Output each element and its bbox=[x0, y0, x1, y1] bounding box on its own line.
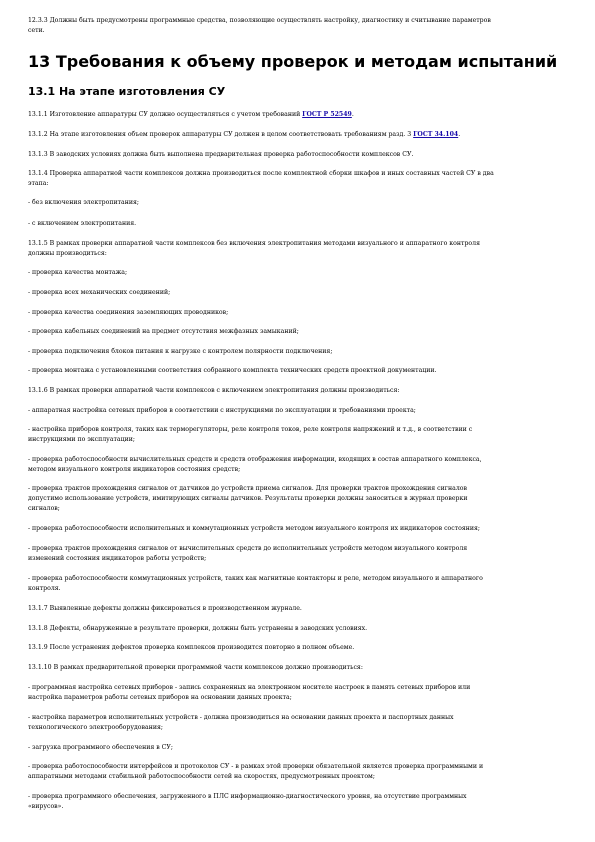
paragraph-13-1-2 bbox=[28, 130, 564, 140]
gost-34-104-link[interactable]: ГОСТ 34.104 bbox=[413, 131, 459, 138]
text-line: - настройка параметров исполнительных устройств - должна производиться на основании данных проекта и паспортных данных bbox=[28, 714, 454, 721]
text-line: должны производиться: bbox=[28, 250, 107, 257]
list-item bbox=[28, 762, 564, 782]
text-line: технологического электрооборудования; bbox=[28, 724, 163, 731]
text-line: . bbox=[351, 111, 354, 118]
list-item bbox=[28, 792, 564, 812]
text-line: аппаратными методами стабильной работоспособности сетей на скоростях, предусмотренных проектом; bbox=[28, 773, 375, 780]
text-line: этапа: bbox=[28, 180, 49, 187]
text-line: 13.1.1 Изготовление аппаратуры СУ должно осуществляться с учетом требований bbox=[28, 111, 303, 118]
text-line: - проверка работоспособности интерфейсов и протоколов СУ - в рамках этой проверки обязательной является проверка программными и bbox=[28, 763, 484, 770]
text-line: методом визуального контроля индикаторов состояния средств; bbox=[28, 466, 241, 473]
list-item bbox=[28, 425, 564, 445]
text-line: 13.1.5 В рамках проверки аппаратной части комплексов без включения электропитания методами визуального и аппаратного контроля bbox=[28, 240, 480, 247]
text-line: сигналов; bbox=[28, 505, 60, 512]
paragraph-12-3-3 bbox=[28, 16, 564, 36]
list-item bbox=[28, 544, 564, 564]
text-line: сети. bbox=[28, 27, 45, 34]
list-item: - проверка кабельных соединений на предмет отсутствия межфазных замыканий; bbox=[28, 328, 299, 335]
text-line: «вирусов». bbox=[28, 803, 64, 810]
text-line: 13.1.4 Проверка аппаратной части комплексов должна производиться после комплектной сборки шкафов и иных составных частей СУ в два bbox=[28, 170, 494, 177]
list-item: - проверка работоспособности исполнительных и коммутационных устройств методом визуального контроля их индикаторов состояния; bbox=[28, 525, 481, 532]
list-item: - загрузка программного обеспечения в СУ; bbox=[28, 744, 173, 751]
paragraph-13-1-8: 13.1.8 Дефекты, обнаруженные в результате проверки, должны быть устранены в заводских условиях. bbox=[28, 625, 368, 632]
list-item: - проверка качества соединения заземляющих проводников; bbox=[28, 309, 229, 316]
list-item bbox=[28, 484, 564, 514]
list-item bbox=[28, 455, 564, 475]
list-item: - проверка качества монтажа; bbox=[28, 269, 128, 276]
text-line: изменений состояния индикаторов работы устройств; bbox=[28, 555, 207, 562]
text-line: - проверка трактов прохождения сигналов от датчиков до устройств приема сигналов. Для проверки трактов прохождения сигналов bbox=[28, 485, 467, 492]
paragraph-13-1-6: 13.1.6 В рамках проверки аппаратной части комплексов с включением электропитания должны производиться: bbox=[28, 387, 400, 394]
text-line: контроля. bbox=[28, 585, 61, 592]
gost-r-52549-link[interactable]: ГОСТ Р 52549 bbox=[302, 111, 352, 118]
text-line: инструкциями по эксплуатации; bbox=[28, 436, 135, 443]
list-item bbox=[28, 574, 564, 594]
text-line: - проверка программного обеспечения, загруженного в ПЛС информационно-диагностического уровня, на отсутствие программных bbox=[28, 793, 467, 800]
list-item: - проверка подключения блоков питания к нагрузке с контролем полярности подключения; bbox=[28, 348, 333, 355]
text-line: 13.1.2 На этапе изготовления объем проверок аппаратуры СУ должен в целом соответствовать требованиям разд. 3 bbox=[28, 131, 414, 138]
text-line: 12.3.3 Должны быть предусмотрены программные средства, позволяющие осуществлять настройку, диагностику и считывание параметров bbox=[28, 17, 491, 24]
list-item: - с включением электропитания. bbox=[28, 220, 137, 227]
text-line: настройка параметров работы сетевых приборов на основании данных проекта; bbox=[28, 694, 292, 701]
list-item bbox=[28, 713, 564, 733]
paragraph-13-1-1 bbox=[28, 110, 564, 120]
list-item: - проверка монтажа с установленными соответствия собранного комплекта технических средств проектной документации. bbox=[28, 367, 437, 374]
paragraph-13-1-5 bbox=[28, 239, 564, 259]
list-item bbox=[28, 683, 564, 703]
paragraph-13-1-4 bbox=[28, 169, 564, 189]
text-line: допустимо использование устройств, имитирующих сигналы датчиков. Результаты проверки должны заноситься в журнал проверки bbox=[28, 495, 468, 502]
paragraph-13-1-3: 13.1.3 В заводских условиях должна быть выполнена предварительная проверка работоспособности комплексов СУ. bbox=[28, 151, 414, 158]
list-item: - аппаратная настройка сетевых приборов в соответствии с инструкциями по эксплуатации и требованиями проекта; bbox=[28, 407, 416, 414]
text-line: - программная настройка сетевых приборов - запись сохраненных на электронном носителе настроек в память сетевых приборов или bbox=[28, 684, 471, 691]
list-item: - проверка всех механических соединений; bbox=[28, 289, 171, 296]
text-line: - проверка трактов прохождения сигналов от вычислительных средств до исполнительных устройств методом визуального контроля bbox=[28, 545, 468, 552]
text-line: . bbox=[458, 131, 461, 138]
list-item: - без включения электропитания; bbox=[28, 199, 139, 206]
paragraph-13-1-9: 13.1.9 После устранения дефектов проверка комплексов производится повторно в полном объеме. bbox=[28, 644, 355, 651]
text-line: - настройка приборов контроля, таких как терморегуляторы, реле контроля токов, реле контроля напряжений и т.д., в соответствии с bbox=[28, 426, 473, 433]
text-line: - проверка работоспособности коммутационных устройств, таких как магнитные контакторы и реле, методом визуального и аппаратного bbox=[28, 575, 483, 582]
paragraph-13-1-7: 13.1.7 Выявленные дефекты должны фиксироваться в производственном журнале. bbox=[28, 605, 302, 612]
subsection-heading: 13.1 На этапе изготовления СУ bbox=[28, 85, 226, 98]
section-heading: 13 Требования к объему проверок и методам испытаний bbox=[28, 52, 558, 71]
paragraph-13-1-10: 13.1.10 В рамках предварительной проверки программной части комплексов должно производиться: bbox=[28, 664, 363, 671]
text-line: - проверка работоспособности вычислительных средств и средств отображения информации, входящих в состав аппаратного комплекса, bbox=[28, 456, 482, 463]
